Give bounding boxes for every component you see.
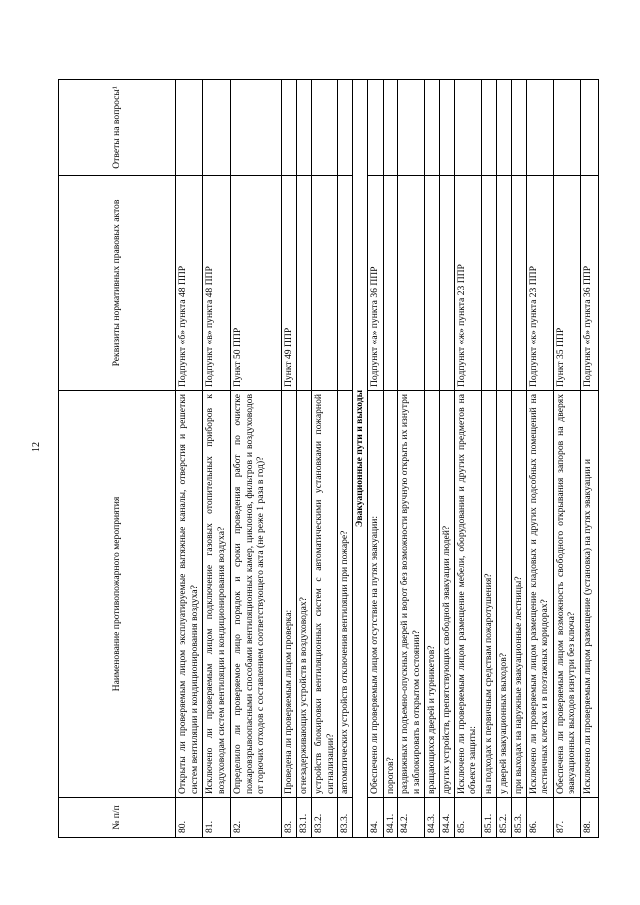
rotated-table-frame (58, 80, 622, 838)
row-measure: у дверей эвакуационных выходов? (496, 391, 511, 798)
row-measure: при выходах на наружные эвакуационные лестницы? (511, 391, 526, 798)
row-answer (496, 80, 511, 176)
row-reference: Подпункт «ж» пункта 23 ППР (454, 176, 481, 391)
row-measure: Исключено ли проверяемым лицом размещение кладовых и других подсобных помещений на лестничных клетках и в поэтажных коридорах? (526, 391, 553, 798)
row-reference: Подпункт «б» пункта 48 ППР (176, 176, 203, 391)
row-reference: Подпункт «в» пункта 48 ППР (203, 176, 231, 391)
table-row (439, 80, 454, 838)
table-row (496, 80, 511, 838)
row-measure: Обеспечена ли проверяемым лицом возможность свободного открывания запоров на дверях эвакуационных выходов изнутри без ключа? (553, 391, 580, 798)
row-reference (383, 176, 398, 391)
row-reference (338, 176, 353, 391)
table-row (511, 80, 526, 838)
row-number: 84. (367, 798, 383, 838)
row-answer (439, 80, 454, 176)
row-answer (580, 80, 598, 176)
table-row (297, 80, 312, 838)
table-row (398, 80, 424, 838)
row-measure: огнезадерживающих устройств в воздуховодах? (297, 391, 312, 798)
row-answer (398, 80, 424, 176)
row-number: 81. (203, 798, 231, 838)
row-answer (367, 80, 383, 176)
table-row (553, 80, 580, 838)
table-row (580, 80, 598, 838)
table-row (454, 80, 481, 838)
row-reference (424, 176, 439, 391)
row-reference (312, 176, 338, 391)
row-number: 85.3. (511, 798, 526, 838)
row-number: 83.3. (338, 798, 353, 838)
row-answer (312, 80, 338, 176)
row-measure: Исключено ли проверяемым лицом подключение газовых отопительных приборов к воздуховодам систем вентиляции и кондиционирования воздуха? (203, 391, 231, 798)
row-answer (526, 80, 553, 176)
row-measure: порогов? (383, 391, 398, 798)
header-answer: Ответы на вопросы¹ (59, 80, 176, 176)
row-answer (297, 80, 312, 176)
row-answer (553, 80, 580, 176)
table-row (203, 80, 231, 838)
row-reference: Подпункт «к» пункта 23 ППР (526, 176, 553, 391)
page-number: 12 (31, 442, 42, 452)
row-reference (496, 176, 511, 391)
table-row (424, 80, 439, 838)
row-answer (176, 80, 203, 176)
row-measure: Исключено ли проверяемым лицом размещение мебели, оборудования и других предметов на объекте защиты: (454, 391, 481, 798)
row-number: 88. (580, 798, 598, 838)
row-number: 84.4. (439, 798, 454, 838)
row-reference (511, 176, 526, 391)
row-answer (481, 80, 496, 176)
row-number: 84.1. (383, 798, 398, 838)
row-number: 85.1. (481, 798, 496, 838)
row-reference (297, 176, 312, 391)
header-name: Наименование противопожарного мероприятия (59, 391, 176, 798)
row-number: 80. (176, 798, 203, 838)
header-reference: Реквизиты нормативных правовых актов (59, 176, 176, 391)
row-measure: Исключено ли проверяемым лицом размещение (установка) на путях эвакуации и (580, 391, 598, 798)
row-measure: Проведена ли проверяемым лицом проверка: (282, 391, 297, 798)
row-reference (439, 176, 454, 391)
row-number: 84.3. (424, 798, 439, 838)
row-measure: раздвижных и подъемно-опускных дверей и ворот без возможности вручную открыть их изнутри и заблокировать в открытом состоянии? (398, 391, 424, 798)
row-number: 83.1. (297, 798, 312, 838)
table-row (367, 80, 383, 838)
table-row (176, 80, 203, 838)
row-number: 87. (553, 798, 580, 838)
row-number: 85.2. (496, 798, 511, 838)
row-number: 83.2. (312, 798, 338, 838)
row-answer (282, 80, 297, 176)
row-answer (338, 80, 353, 176)
table-row (231, 80, 282, 838)
row-reference: Пункт 35 ППР (553, 176, 580, 391)
row-measure: Обеспечено ли проверяемым лицом отсутствие на путях эвакуации: (367, 391, 383, 798)
row-measure: Определило ли проверяемое лицо порядок и сроки проведения работ по очистке пожаровзрывоопасными способами вентиляционных камер, циклонов, фильтров и воздуховодов от горючих отходов с составлением соответствующего акта (не реже 1 раза в год)? (231, 391, 282, 798)
checklist-table (58, 79, 599, 838)
row-answer (383, 80, 398, 176)
table-row (312, 80, 338, 838)
row-reference: Пункт 49 ППР (282, 176, 297, 391)
row-number: 83. (282, 798, 297, 838)
row-reference (398, 176, 424, 391)
row-measure: вращающихся дверей и турникетов? (424, 391, 439, 798)
row-measure: Открыты ли проверяемым лицом эксплуатируемые вытяжные каналы, отверстия и решетки систем вентиляции и кондиционирования воздуха? (176, 391, 203, 798)
table-row (282, 80, 297, 838)
row-reference: Подпункт «б» пункта 36 ППР (580, 176, 598, 391)
table-row (526, 80, 553, 838)
row-measure: на подходах к первичным средствам пожаротушения? (481, 391, 496, 798)
table-row (481, 80, 496, 838)
section-title: Эвакуационные пути и выходы (353, 80, 368, 838)
row-measure: других устройств, препятствующих свободной эвакуации людей? (439, 391, 454, 798)
table-body (176, 80, 599, 838)
row-measure: автоматических устройств отключения вентиляции при пожаре? (338, 391, 353, 798)
header-num: № п/п (59, 798, 176, 838)
row-answer (424, 80, 439, 176)
row-answer (454, 80, 481, 176)
row-reference: Подпункт «а» пункта 36 ППР (367, 176, 383, 391)
row-number: 84.2. (398, 798, 424, 838)
row-answer (203, 80, 231, 176)
table-row (383, 80, 398, 838)
row-number: 86. (526, 798, 553, 838)
section-row (353, 80, 368, 838)
table-header-row (59, 80, 176, 838)
row-measure: устройств блокировки вентиляционных систем с автоматическими установками пожарной сигнализации? (312, 391, 338, 798)
row-answer (511, 80, 526, 176)
table-row (338, 80, 353, 838)
row-answer (231, 80, 282, 176)
row-number: 85. (454, 798, 481, 838)
row-reference: Пункт 50 ППР (231, 176, 282, 391)
row-number: 82. (231, 798, 282, 838)
row-reference (481, 176, 496, 391)
